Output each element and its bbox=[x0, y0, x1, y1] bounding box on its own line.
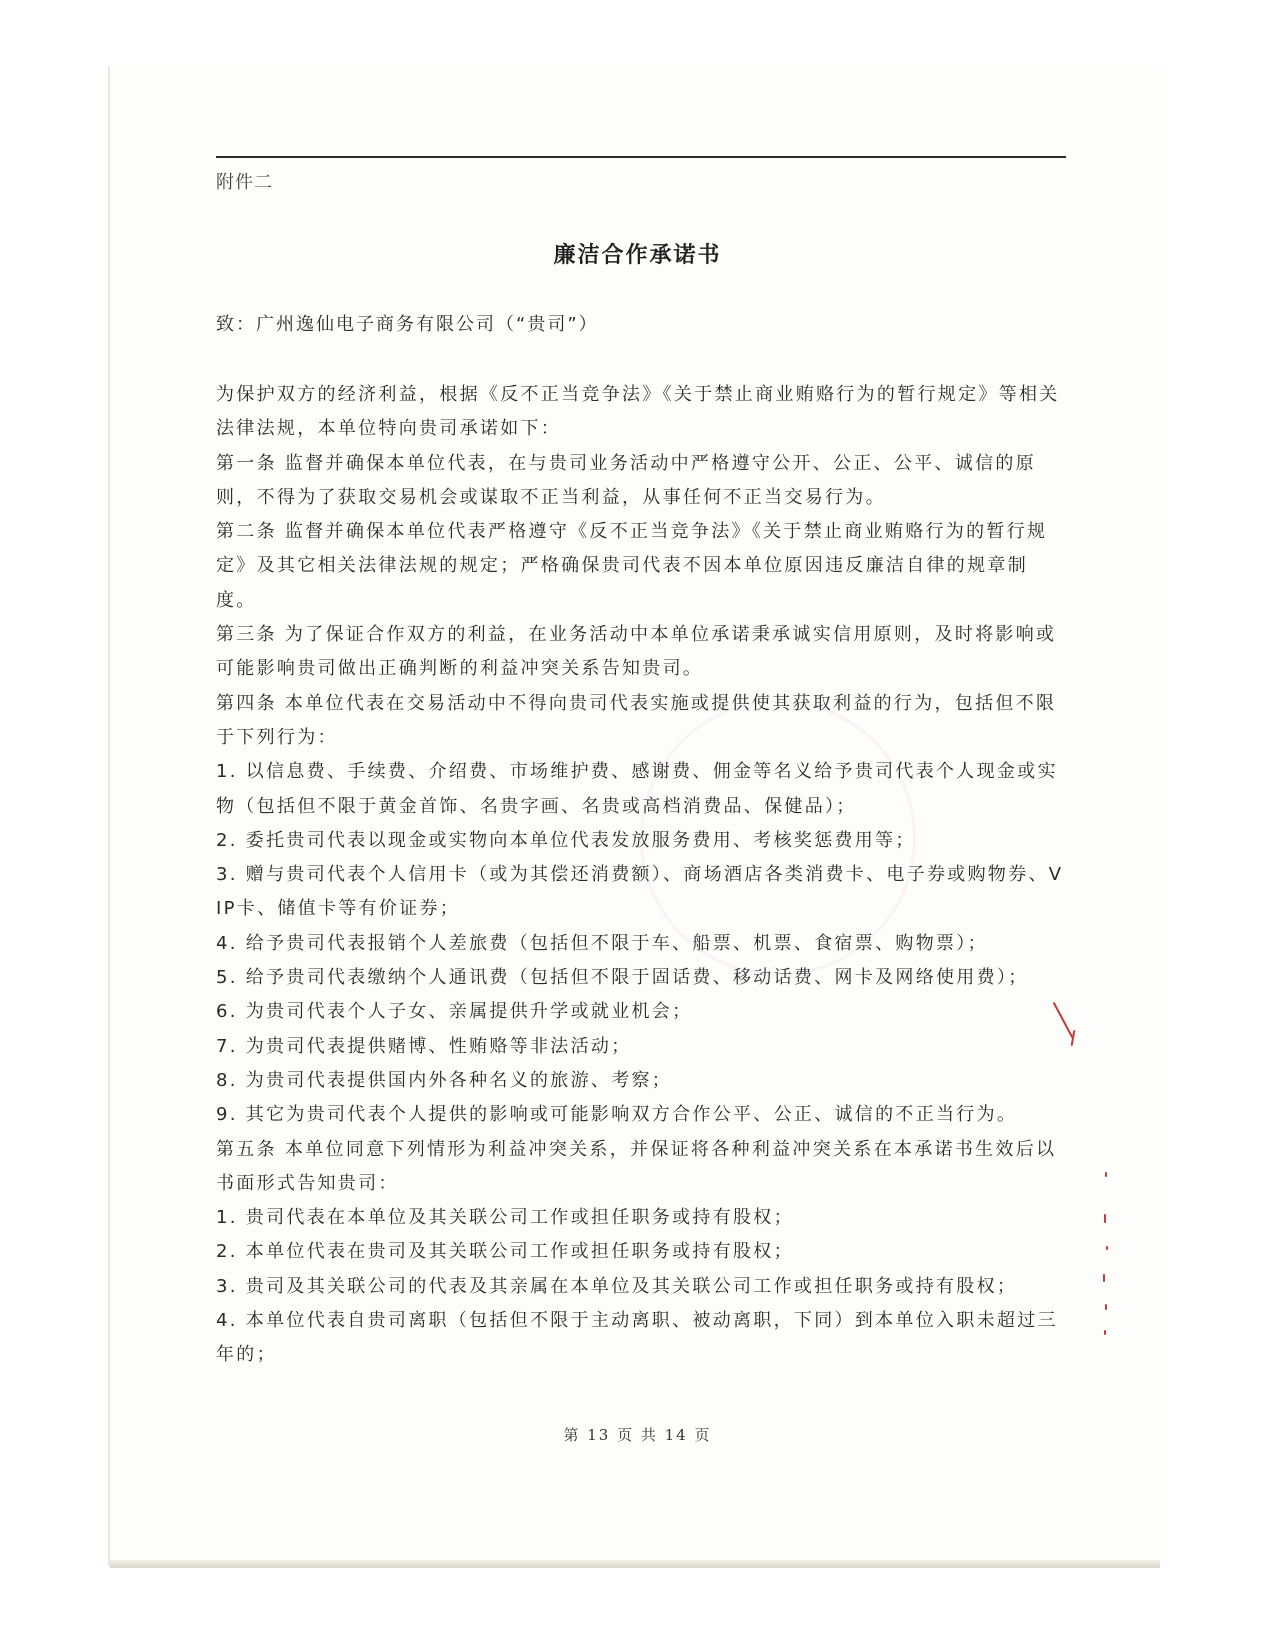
document-title: 廉洁合作承诺书 bbox=[553, 242, 722, 268]
article-4-item-5: 5. 给予贵司代表缴纳个人通讯费（包括但不限于固话费、移动话费、网卡及网络使用费）； bbox=[216, 967, 1029, 989]
article-4: 第四条 本单位代表在交易活动中不得向贵司代表实施或提供使其获取利益的行为，包括但不限于下列行为： bbox=[216, 692, 1057, 748]
article-4-item-1: 1. 以信息费、手续费、介绍费、市场维护费、感谢费、佣金等名义给予贵司代表个人现金或实物（包括但不限于黄金首饰、名贵字画、名贵或高档消费品、保健品）； bbox=[216, 761, 1058, 817]
seal-edge-mark bbox=[1105, 1172, 1107, 1177]
seal-edge-mark bbox=[1104, 1214, 1106, 1223]
annex-label: 附件二 bbox=[216, 172, 273, 193]
preamble-paragraph: 为保护双方的经济利益，根据《反不正当竞争法》《关于禁止商业贿赂行为的暂行规定》等相关法律法规，本单位特向贵司承诺如下： bbox=[216, 384, 1060, 440]
article-4-item-3: 3. 赠与贵司代表个人信用卡（或为其偿还消费额）、商场酒店各类消费卡、电子券或购物券、VIP卡、储值卡等有价证券； bbox=[216, 864, 1064, 920]
article-5: 第五条 本单位同意下列情形为利益冲突关系，并保证将各种利益冲突关系在本承诺书生效后以书面形式告知贵司： bbox=[216, 1138, 1057, 1194]
article-4-item-9: 9. 其它为贵司代表个人提供的影响或可能影响双方合作公平、公正、诚信的不正当行为。 bbox=[216, 1104, 1018, 1126]
document-body bbox=[216, 378, 1068, 1373]
page-number-footer: 第 13 页 共 14 页 bbox=[563, 1426, 712, 1444]
article-5-item-2: 2. 本单位代表在贵司及其关联公司工作或担任职务或持有股权； bbox=[216, 1241, 794, 1263]
article-5-item-1: 1. 贵司代表在本单位及其关联公司工作或担任职务或持有股权； bbox=[216, 1207, 794, 1229]
seal-edge-mark bbox=[1103, 1274, 1105, 1282]
seal-edge-mark bbox=[1106, 1246, 1108, 1250]
addressee-line: 致：广州逸仙电子商务有限公司（“贵司”） bbox=[216, 314, 599, 335]
page-bottom-edge-shadow bbox=[110, 1560, 1160, 1568]
seal-edge-mark bbox=[1105, 1304, 1107, 1310]
header-rule bbox=[216, 156, 1066, 158]
article-3: 第三条 为了保证合作双方的利益，在业务活动中本单位承诺秉承诚实信用原则，及时将影响或可能影响贵司做出正确判断的利益冲突关系告知贵司。 bbox=[216, 624, 1057, 680]
article-2: 第二条 监督并确保本单位代表严格遵守《反不正当竞争法》《关于禁止商业贿赂行为的暂行规定》及其它相关法律法规的规定；严格确保贵司代表不因本单位原因违反廉洁自律的规章制度。 bbox=[216, 521, 1048, 611]
article-5-item-4: 4. 本单位代表自贵司离职（包括但不限于主动离职、被动离职，下同）到本单位入职未超过三年的； bbox=[216, 1310, 1058, 1366]
article-4-item-7: 7. 为贵司代表提供赌博、性贿赂等非法活动； bbox=[216, 1035, 632, 1057]
article-4-item-4: 4. 给予贵司代表报销个人差旅费（包括但不限于车、船票、机票、食宿票、购物票）； bbox=[216, 932, 988, 954]
seal-edge-mark bbox=[1104, 1330, 1106, 1335]
article-4-item-6: 6. 为贵司代表个人子女、亲属提供升学或就业机会； bbox=[216, 1001, 693, 1023]
article-4-item-8: 8. 为贵司代表提供国内外各种名义的旅游、考察； bbox=[216, 1069, 673, 1091]
article-1: 第一条 监督并确保本单位代表，在与贵司业务活动中严格遵守公开、公正、公平、诚信的原则，不得为了获取交易机会或谋取不正当利益，从事任何不正当交易行为。 bbox=[216, 452, 1037, 508]
article-4-item-2: 2. 委托贵司代表以现金或实物向本单位代表发放服务费用、考核奖惩费用等； bbox=[216, 829, 916, 851]
article-5-item-3: 3. 贵司及其关联公司的代表及其亲属在本单位及其关联公司工作或担任职务或持有股权； bbox=[216, 1275, 1018, 1297]
